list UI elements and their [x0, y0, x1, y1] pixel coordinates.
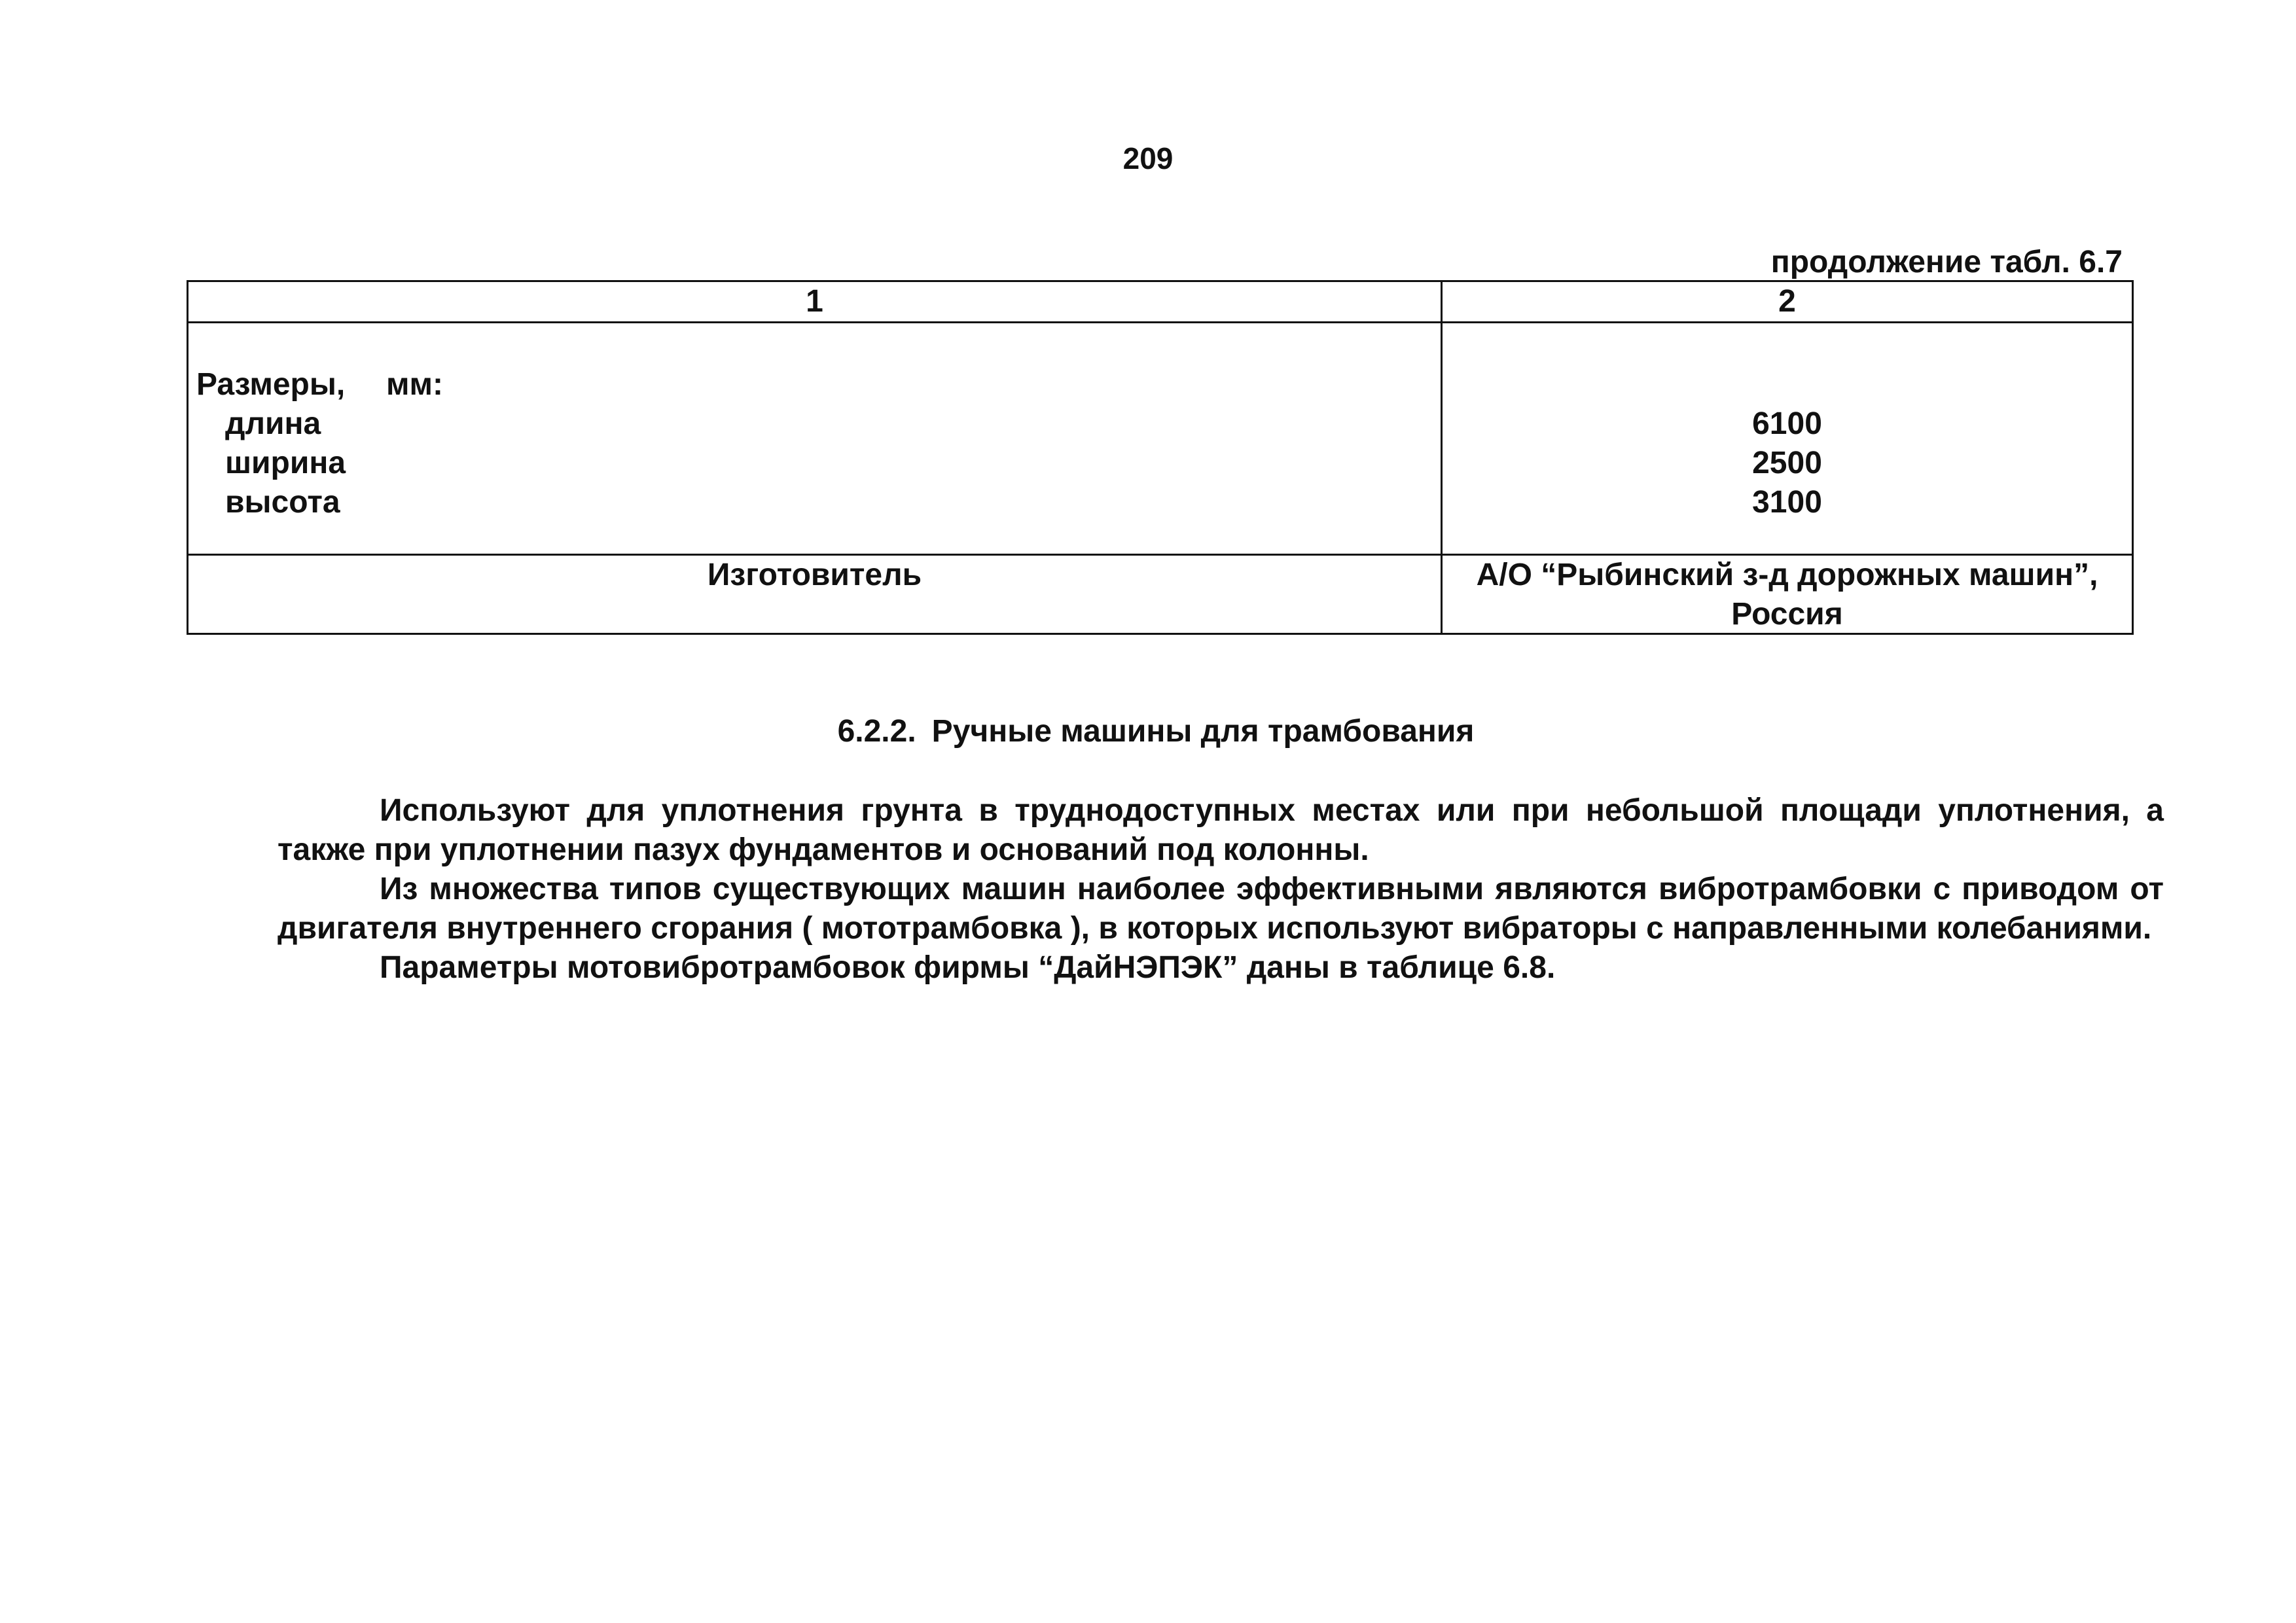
table-continuation-label: продолжение табл. 6.7	[1770, 245, 2123, 279]
dimension-value-width: 2500	[1752, 446, 1822, 480]
manufacturer-label-cell	[188, 555, 1442, 634]
dimensions-row	[188, 323, 2133, 555]
body-text	[278, 791, 2164, 988]
dimensions-heading	[196, 365, 1441, 404]
section-heading	[0, 712, 2296, 751]
table-header-row	[188, 281, 2133, 323]
specification-table	[187, 280, 2134, 635]
paragraph: Используют для уплотнения грунта в труднодоступных местах или при небольшой площади уплотнения, а также при уплотнении пазух фундаментов и оснований под колонны.	[278, 793, 2164, 867]
dimension-label-width: ширина	[225, 446, 346, 480]
section-number: 6.2.2.	[837, 714, 916, 749]
manufacturer-row	[188, 555, 2133, 634]
column-header-2: 2	[1442, 281, 2133, 323]
dimension-label-height: высота	[225, 485, 340, 520]
dimensions-values-cell	[1442, 323, 2133, 555]
dimensions-labels-cell	[188, 323, 1442, 555]
manufacturer-value-cell	[1442, 555, 2133, 634]
dimension-value-height: 3100	[1752, 485, 1822, 520]
paragraph: Из множества типов существующих машин наиболее эффективными являются вибротрамбовки с приводом от двигателя внутреннего сгорания ( мототрамбовка ), в которых используют вибраторы с направленными колебаниями.	[278, 872, 2164, 946]
dimensions-unit: мм:	[386, 367, 443, 402]
paragraph: Параметры мотовибротрамбовок фирмы “ДайНЭПЭК” даны в таблице 6.8.	[380, 950, 1556, 985]
column-header-1: 1	[188, 281, 1442, 323]
manufacturer-name: А/О “Рыбинский з-д дорожных машин”,	[1476, 558, 2098, 592]
dimension-label-length: длина	[225, 406, 321, 441]
manufacturer-label: Изготовитель	[707, 558, 922, 592]
page-number: 209	[1122, 141, 1174, 175]
section-title: Ручные машины для трамбования	[931, 714, 1475, 749]
manufacturer-country: Россия	[1731, 597, 1843, 632]
dimensions-title: Размеры,	[196, 367, 346, 402]
dimension-value-length: 6100	[1752, 406, 1822, 441]
